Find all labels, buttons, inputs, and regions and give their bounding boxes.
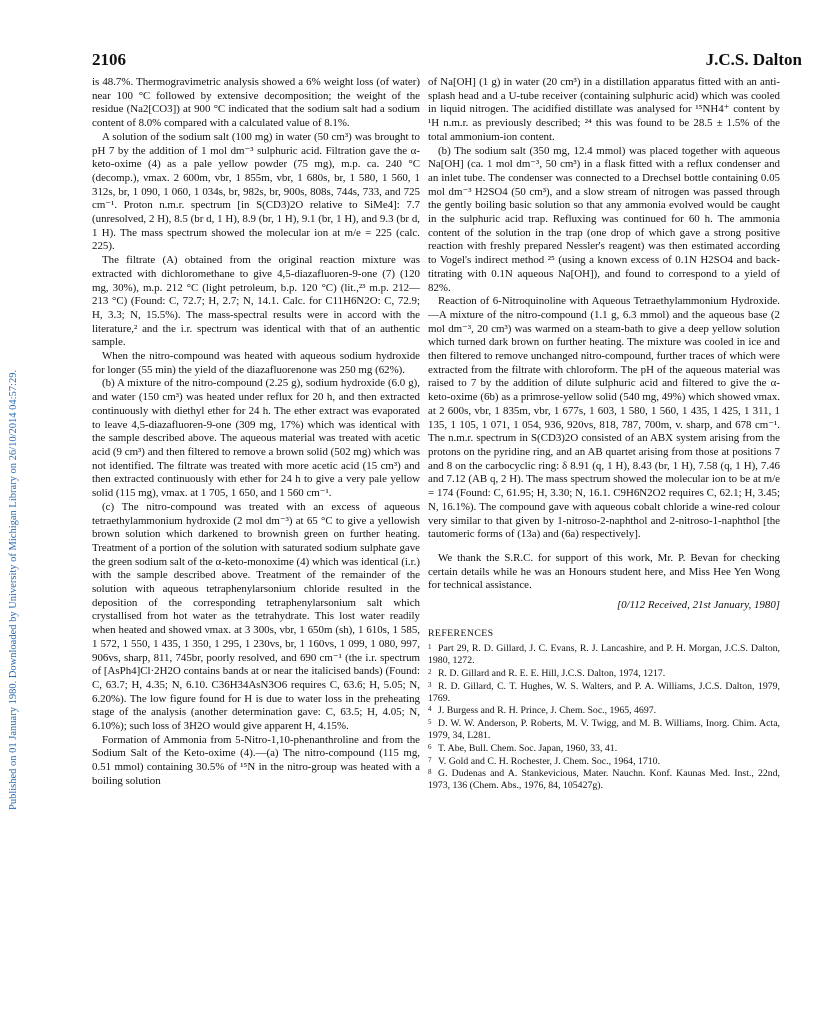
reference-number: 2 <box>428 668 432 677</box>
reference-item <box>428 642 780 667</box>
reference-item <box>428 680 780 705</box>
page-number: 2106 <box>92 50 126 69</box>
reference-number: 4 <box>428 705 432 714</box>
reference-number: 3 <box>428 680 432 689</box>
paragraph: (c) The nitro-compound was treated with an excess of aqueous tetraethylammonium hydroxide (2 mol dm⁻³) at 65 °C to give a yellowish brown solution which darkened to brownish green on further heating. Treatment of a portion of the solution with saturated sodium sulphate gave the green sodium salt of the α-keto-monoxime (4) which was identical (i.r.) with the sample described above. Treatment of the remainder of the solution with aqueous tetraphenylarsonium chloride resulted in the deposition of the corresponding tetraphenylarsonium salt which crystallised from hot water as the tetrahydrate. This lost water readily when heated and showed νmax. at 3 300s, vbr, 1 650m (sh), 1 610s, 1 585, 1 572, 1 550, 1 435, 1 350, 1 295, 1 230vs, br, 1 160vs, 1 099, 1 080, 997, 906vs, sharp, 811, 745br, poorly resolved, and 690 cm⁻¹ (the i.r. spectrum of [AsPh4]Cl·2H2O contains bands at or near the italicised bands) (Found: C, 63.7; H, 4.35; N, 6.10. C36H34AsN3O6 requires C, 63.6; H, 5.05; N, 6.20%). The low figure found for H is due to water loss in the preheating stage of the analysis (another determination gave: C, 63.5; H, 4.05; N, 6.10%); such loss of 3H2O would give apparent H, 4.15%. <box>92 500 420 733</box>
paragraph: Formation of Ammonia from 5-Nitro-1,10-phenanthroline and from the Sodium Salt of the Keto-oxime (4).—(a) The nitro-compound (115 mg, 0.51 mmol) containing 30.5% of ¹⁵N in the nitro-group was heated with a boiling solution <box>92 733 420 787</box>
download-notice <box>6 150 22 810</box>
reference-number: 1 <box>428 643 432 652</box>
reference-number: 7 <box>428 755 432 764</box>
reference-item <box>428 667 780 680</box>
page-header <box>92 50 802 70</box>
reference-number: 5 <box>428 718 432 727</box>
paragraph: When the nitro-compound was heated with aqueous sodium hydroxide for longer (55 min) the yield of the diazafluorenone was 250 mg (62%). <box>92 350 420 376</box>
acknowledgements: We thank the S.R.C. for support of this work, Mr. P. Bevan for checking certain details while he was an Honours student here, and Miss Hee Yen Wong for technical assistance. <box>428 551 780 592</box>
reference-item <box>428 704 780 717</box>
download-notice-text: Published on 01 January 1980. Downloaded by University of Michigan Library on 26/10/2014 04:57:29. <box>8 369 19 810</box>
reference-text: V. Gold and C. H. Rochester, J. Chem. Soc., 1964, 1710. <box>438 755 661 767</box>
paragraph: of Na[OH] (1 g) in water (20 cm³) in a distillation apparatus fitted with an anti-splash head and a U-tube receiver (containing sulphuric acid) which was cooled in liquid nitrogen. The acidified distillate was analysed for ¹⁵NH4⁺ content by ¹H n.m.r. as previously described; ²⁴ this was found to be 28.5 ± 1.5% of the total ammonium-ion content. <box>428 76 780 143</box>
reference-item <box>428 717 780 742</box>
left-column <box>92 76 420 789</box>
references-heading: REFERENCES <box>428 627 494 639</box>
reference-text: R. D. Gillard, C. T. Hughes, W. S. Walters, and P. A. Williams, J.C.S. Dalton, 1979, 1769. <box>428 680 780 704</box>
paragraph: Reaction of 6-Nitroquinoline with Aqueous Tetraethylammonium Hydroxide.—A mixture of the nitro-compound (1.1 g, 6.3 mmol) and the aqueous base (2 mol dm⁻³, 20 cm³) was warmed on a steam-bath to give a deep yellow solution which turned dark brown on further heating. The mixture was cooled in ice and then filtered to remove unchanged nitro-compound, further traces of which were extracted from the filtrate with chloroform. The pH of the aqueous material was raised to 7 by the addition of dilute sulphuric acid and filtered to give the α-keto-oxime (6b) as a primrose-yellow solid (540 mg, 49%) which showed νmax. at 2 600s, vbr, 1 835m, vbr, 1 677s, 1 603, 1 580, 1 560, 1 435, 1 425, 1 311, 1 135, 1 105, 1 071, 1 054, 936, 920vs, 818, 787, 700m, v. sharp, and 678 cm⁻¹. The n.m.r. spectrum in S(CD3)2O consisted of an ABX system arising from the protons on the pyridine ring, and an AB quartet arising from those at positions 7 and 8 on the carbocyclic ring: δ 8.91 (q, 1 H), 8.43 (br, 1 H), 7.58 (q, 1 H), 7.46 and 7.12 (AB q, 2 H). The mass spectrum showed the molecular ion to be at m/e = 174 (Found: C, 61.95; H, 3.30; N, 16.1. C9H6N2O2 requires C, 62.1; H, 3.45; N, 16.1%). The compound gave with aqueous cobalt chloride a wine-red colour very similar to that given by 1-nitroso-2-naphthol and 2-nitroso-1-naphthol [the tautomeric forms of (13a) and (6a) respectively]. <box>428 295 780 541</box>
references-list <box>428 642 780 792</box>
reference-text: R. D. Gillard and R. E. E. Hill, J.C.S. Dalton, 1974, 1217. <box>438 668 666 680</box>
reference-item <box>428 742 780 755</box>
reference-text: D. W. W. Anderson, P. Roberts, M. V. Twigg, and M. B. Williams, Inorg. Chim. Acta, 1979, 34, L281. <box>428 718 780 741</box>
reference-item <box>428 767 780 792</box>
reference-number: 8 <box>428 768 432 777</box>
reference-text: G. Dudenas and A. Stankevicious, Mater. Nauchn. Konf. Kaunas Med. Inst., 22nd, 1973, 136 (Chem. Abs., 1976, 84, 105427g). <box>428 768 780 792</box>
reference-text: Part 29, R. D. Gillard, J. C. Evans, R. J. Lancashire, and P. H. Morgan, J.C.S. Dalton, 1980, 1272. <box>428 643 780 667</box>
journal-name: J.C.S. Dalton <box>705 50 802 69</box>
paragraph: is 48.7%. Thermogravimetric analysis showed a 6% weight loss (of water) near 100 °C followed by extensive decomposition; the weight of the residue (Na2[CO3]) at 900 °C indicated that the sodium salt had a sodium content of 8.0% compared with a calculated value of 8.1%. <box>92 76 420 130</box>
paragraph: (b) A mixture of the nitro-compound (2.25 g), sodium hydroxide (6.0 g), and water (150 cm³) was heated under reflux for 20 h, and then extracted continuously with diethyl ether for 24 h. The ether extract was evaporated to leave 4,5-diazafluoren-9-one (309 mg, 17%) which was identical with the sample described above. The aqueous material was treated with acetic acid (9 cm³) and then filtered to remove a brown solid (502 mg) which was not identified. The filtrate was treated with more acetic acid (15 cm³) and then extracted continuously with ether for 24 h to give a very pale yellow solid (115 mg), νmax. at 1 705, 1 650, and 1 560 cm⁻¹. <box>92 377 420 500</box>
reference-item <box>428 755 780 768</box>
paragraph: (b) The sodium salt (350 mg, 12.4 mmol) was placed together with aqueous Na[OH] (ca. 1 mol dm⁻³, 50 cm³) in a flask fitted with a reflux condenser and an inlet tube. The condenser was connected to a Drechsel bottle containing 0.05 mol dm⁻³ H2SO4 (50 cm³), and a slow stream of nitrogen was passed through the gently boiling basic solution so that any ammonia evolved would be caught in the sulphuric acid trap. Refluxing was continued for 60 h. The ammonia content of the solution in the trap (one drop of which gave a strong positive reaction with freshly prepared Nessler's reagent) was then estimated according to Vogel's indirect method ²⁵ (using a known excess of 0.1N H2SO4 and back-titrating with 0.1N aqueous Na[OH]), and found to correspond to a yield of 82%. <box>428 144 780 294</box>
reference-text: J. Burgess and R. H. Prince, J. Chem. Soc., 1965, 4697. <box>438 705 657 717</box>
paragraph: A solution of the sodium salt (100 mg) in water (50 cm³) was brought to pH 7 by the addition of 1 mol dm⁻³ sulphuric acid. Filtration gave the α-keto-oxime (4) as a pale yellow powder (75 mg), m.p. ca. 240 °C (decomp.), νmax. 2 600m, vbr, 1 855m, vbr, 1 680s, br, 1 580, 1 560, 1 312s, br, 1 090, 1 060, 1 034s, br, 982s, br, 900s, 808s, 744s, 733, and 725 cm⁻¹. Proton n.m.r. spectrum [in S(CD3)2O relative to SiMe4]: 7.7 (unresolved, 2 H), 8.5 (br d, 1 H), 8.9 (br, 1 H), 9.1 (br, 1 H), and 9.3 (br d, 1 H). The mass spectrum showed the molecular ion at m/e = 225 (calc. 225). <box>92 130 420 253</box>
reference-number: 6 <box>428 742 432 751</box>
received-line: [0/112 Received, 21st January, 1980] <box>616 599 780 612</box>
right-column <box>428 76 780 792</box>
reference-text: T. Abe, Bull. Chem. Soc. Japan, 1960, 33, 41. <box>438 742 618 754</box>
paragraph: The filtrate (A) obtained from the original reaction mixture was extracted with dichloromethane to give 4,5-diazafluoren-9-one (7) (120 mg, 30%), m.p. 212 °C (light petroleum, b.p. 120 °C) (lit.,²³ m.p. 212—213 °C) (Found: C, 72.7; H, 2.7; N, 14.1. Calc. for C11H6N2O: C, 72.9; H, 3.3; N, 15.5%). The mass-spectral results were in accord with the literature,² and the i.r. spectrum was identical with that of an authentic sample. <box>92 254 420 349</box>
